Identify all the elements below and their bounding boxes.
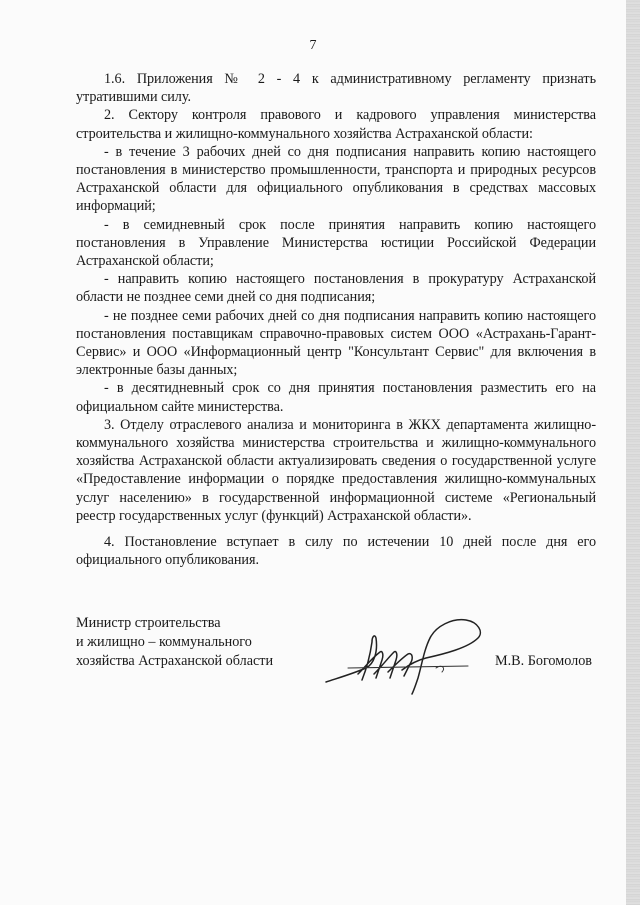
scan-edge xyxy=(626,0,640,905)
paragraph-2-item-2: - в семидневный срок после принятия направить копию настоящего постановления в Управление Министерства юстиции Российской Федерации Астраханской области; xyxy=(76,216,596,270)
paragraph-2-item-1: - в течение 3 рабочих дней со дня подписания направить копию настоящего постановления в министерство промышленности, транспорта и природных ресурсов Астраханской области для официального опубликования в средствах массовых информаций; xyxy=(76,143,596,215)
page-number: 7 xyxy=(309,38,317,53)
paragraph-2-item-5: - в десятидневный срок со дня принятия постановления разместить его на официальном сайте министерства. xyxy=(76,380,596,415)
paragraph-2: 2. Сектору контроля правового и кадрового управления министерства строительства и жилищно-коммунального хозяйства Астраханской области: xyxy=(76,107,596,142)
paragraph-2-item-3: - направить копию настоящего постановления в прокуратуру Астраханской области не позднее семи дней со дня подписания; xyxy=(76,271,596,306)
signatory-title-line-2: и жилищно – коммунального xyxy=(76,634,252,650)
paragraph-3: 3. Отделу отраслевого анализа и мониторинга в ЖКХ департамента жилищно-коммунального хозяйства министерства строительства и жилищно-коммунального хозяйства Астраханской области актуализировать сведения о государственной услуге «Предоставление информации о порядке предоставления жилищно-коммунальных услуг населению» в государственной информационной системе «Региональный реестр государственных услуг (функций) Астраханской области». xyxy=(76,416,596,524)
paragraph-4: 4. Постановление вступает в силу по истечении 10 дней после дня его официального опубликования. xyxy=(76,534,596,569)
signatory-title-line-3: хозяйства Астраханской области xyxy=(76,653,274,669)
handwritten-signature xyxy=(318,608,488,698)
signatory-title-line-1: Министр строительства xyxy=(76,615,221,631)
paragraph-1-6: 1.6. Приложения № 2 - 4 к административному регламенту признать утратившими силу. xyxy=(76,71,596,106)
document-body xyxy=(76,70,596,569)
signatory-name: М.В. Богомолов xyxy=(494,653,592,669)
paragraph-2-item-4: - не позднее семи рабочих дней со дня подписания направить копию настоящего постановления поставщикам справочно-правовых систем ООО «Астрахань-Гарант-Сервис» и ООО «Информационный центр "Консультант Сервис" для включения в электронные базы данных; xyxy=(76,307,596,379)
